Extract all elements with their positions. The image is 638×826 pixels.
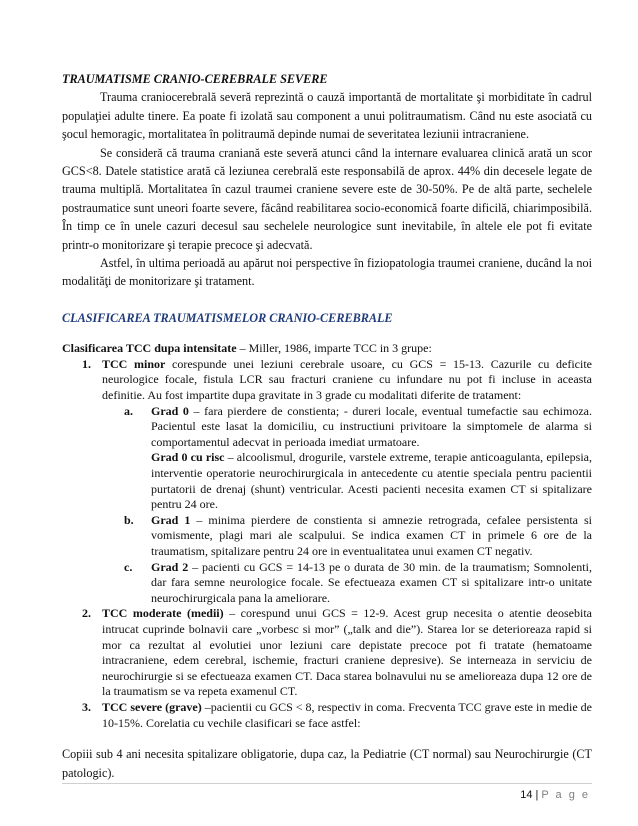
list-item-title: TCC severe (grave) bbox=[102, 699, 202, 714]
grade-title: Grad 0 cu risc bbox=[151, 450, 225, 465]
page-content bbox=[62, 70, 592, 782]
grade-item-b bbox=[62, 513, 592, 560]
paragraph-2: Se consideră că trauma craniană este severă atunci când la internare evaluarea clinică arată un scor GCS<8. Datele statistice arată că leziunea cerebrală este responsabilă de aprox. 44% din decesele legate de trauma multiplă. Mortalitatea în cazul traumei craniene severe este de 30-50%. Pe de altă parte, sechelele postraumatice sunt uneori foarte severe, făcând reabilitarea socio-economică foarte dificilă, chiarimposibilă. În timp ce în unele cazuri decesul sau sechelele neurologice sunt inevitabile, în altele ele pot fi evitate printr-o monitorizare şi terapie precoce şi adecvată. bbox=[62, 145, 592, 252]
list-number: 3. bbox=[82, 699, 91, 714]
list-item-title: TCC minor bbox=[102, 356, 166, 371]
grade-letter: b. bbox=[124, 512, 134, 527]
grade-text: – minima pierdere de constienta si amnezie retrograda, cefalee persistenta si vomismente, plagi mari ale scalpului. Se indica examen CT in primele 6 ore de la traumatism, spitalizare pentru 24 ore in eventualitatea unui examen CT negativ. bbox=[151, 512, 592, 558]
grade-text: – pacienti cu GCS = 14-13 pe o durata de 30 min. de la traumatism; Somnolenti, dar fara semne neurologice focale. Se efectueaza examen CT si spitalizare intr-o unitate neurochirurgicala pana la ameliorare. bbox=[151, 559, 592, 605]
grade-letter: a. bbox=[124, 403, 133, 418]
list-item-title: TCC moderate (medii) bbox=[102, 606, 224, 621]
page-number: 14 bbox=[520, 789, 533, 801]
section-title-classification: CLASIFICAREA TRAUMATISMELOR CRANIO-CEREBRALE bbox=[62, 310, 393, 325]
section-title-severe-tbi: TRAUMATISME CRANIO-CEREBRALE SEVERE bbox=[62, 72, 328, 86]
spacer bbox=[62, 731, 592, 745]
classification-intro-text: – Miller, 1986, imparte TCC in 3 grupe: bbox=[236, 341, 432, 356]
list-item-moderate bbox=[62, 606, 592, 700]
grade-title: Grad 1 bbox=[151, 512, 191, 527]
list-item-minor bbox=[62, 357, 592, 404]
list-item-text: – corespund unui GCS = 12-9. Acest grup necesita o atentie deosebita intrucat cuprinde bolnavii care „vorbesc si mor” („talk and die”). Starea lor se deterioreaza rapid si mor ca rezultat al evolutiei unor leziuni care depistate precoce pot fi tratate (hematoame intracraniene, edem cerebral, ischemie, fracturi craniene depresive). Se interneaza in serviciu de neurochirurgie si se efectueaza examen CT. Daca starea bolnavului nu se amelioreaza dupa 12 ore de la traumatism se va repeta examenul CT. bbox=[102, 606, 592, 699]
grade-letter: c. bbox=[124, 559, 133, 574]
grade-item-a bbox=[62, 404, 592, 451]
list-number: 1. bbox=[82, 356, 91, 371]
footer-separator: | bbox=[535, 789, 539, 801]
page-label: P a g e bbox=[541, 789, 590, 801]
list-number: 2. bbox=[82, 606, 91, 621]
classification-list bbox=[62, 341, 592, 731]
footer-divider bbox=[62, 783, 592, 784]
paragraph-1: Trauma craniocerebrală severă reprezintă o cauză importantă de mortalitate şi morbiditate în cadrul populaţiei adulte tinere. Ea poate fi izolată sau component a unui politraumatism. Când nu este asociată cu şocul hemoragic, mortalitatea în politraumă depinde numai de severitatea leziunii intracraniene. bbox=[62, 90, 592, 142]
classification-intro-bold: Clasificarea TCC dupa intensitate bbox=[62, 341, 237, 356]
grade-title: Grad 0 bbox=[151, 403, 189, 418]
grade-text: – alcoolismul, drogurile, varstele extreme, terapie anticoagulanta, epilepsia, interventie operatorie neurochirurgicala in antecedente cu atentie speciala pentru pacientii purtatorii de drenaj (shunt) ventricular. Acesti pacienti necesita examen CT si spitalizare pentru 24 ore. bbox=[151, 450, 592, 512]
grade-item-c bbox=[62, 560, 592, 607]
grade-text: – fara pierdere de constienta; - dureri locale, eventual tumefactie sau echimoza. Pacientul este lasat la domiciliu, cu instructiuni privitoare la simptomele de alarma si comportamentul adecvat in perioada imediat urmatoare. bbox=[151, 403, 592, 449]
list-item-text: corespunde unei leziuni cerebrale usoare, cu GCS = 15-13. Cazurile cu deficite neurologice focale, fistula LCR sau fracturi craniene cu infundare nu pot fi incluse in aceasta definitie. Au fost impartite dupa gravitate in 3 grade cu modalitati diferite de tratament: bbox=[102, 356, 592, 403]
closing-paragraph: Copiii sub 4 ani necesita spitalizare obligatorie, dupa caz, la Pediatrie (CT normal) sau Neurochirurgie (CT patologic). bbox=[62, 747, 592, 780]
list-item-severe bbox=[62, 700, 592, 731]
classification-intro bbox=[62, 341, 592, 357]
list-item-text: –pacientii cu GCS < 8, respectiv in coma. Frecventa TCC grave este in medie de 10-15%. Corelatia cu vechile clasificari se face astfel: bbox=[102, 699, 592, 730]
grade-title: Grad 2 bbox=[151, 559, 189, 574]
grade-item-a-risk bbox=[62, 450, 592, 512]
paragraph-3: Astfel, în ultima perioadă au apărut noi perspective în fiziopatologia traumei craniene, ducând la noi modalităţi de monitorizare şi tratament. bbox=[62, 256, 592, 289]
spacer bbox=[62, 327, 592, 341]
spacer bbox=[62, 291, 592, 309]
page-footer bbox=[520, 789, 590, 801]
